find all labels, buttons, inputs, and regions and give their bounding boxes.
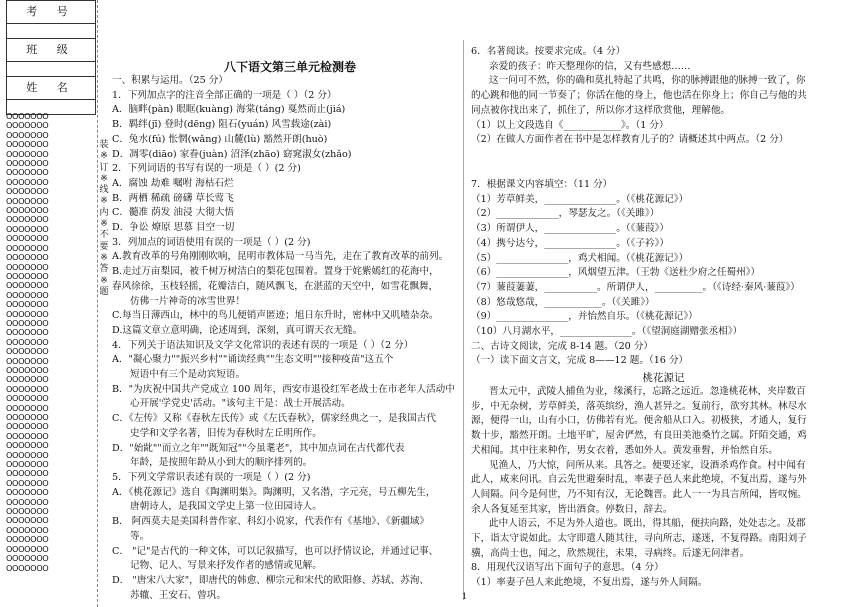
seal-circle-row: OOOOOOO: [6, 308, 49, 319]
binding-char: 订: [99, 162, 109, 173]
seal-circle-row: OOOOOOO: [6, 402, 49, 413]
seal-circle-row: OOOOOOO: [6, 120, 49, 131]
seal-circle-row: OOOOOOO: [6, 195, 49, 206]
question-line: 等。: [130, 530, 150, 542]
seal-circle-row: OOOOOOO: [6, 374, 49, 385]
binding-line: [97, 0, 98, 607]
binding-char: 答: [99, 264, 109, 275]
seal-circle-row: OOOOOOO: [6, 543, 49, 554]
question-line: （8）悠哉悠哉，____________。（《关雎》）: [471, 296, 655, 308]
question-line: 4．下列关于语法知识及文学文化常识的表述有误的一项是（ ）（2 分）: [112, 339, 414, 351]
seal-circle-row: OOOOOOO: [6, 364, 49, 375]
left-column: [112, 74, 462, 603]
seal-circle-row: OOOOOOO: [6, 355, 49, 366]
binding-char: ※: [100, 151, 108, 162]
question-line: D．"始龀""而立之年""既知冠""今虽耄老"，其中加点词在古代都代表: [112, 442, 405, 454]
class-field[interactable]: [7, 61, 95, 76]
binding-char: ※: [100, 173, 108, 184]
question-line: 短语中有三个是动宾短语。: [130, 369, 246, 381]
seal-circle-row: OOOOOOO: [6, 148, 49, 159]
column-divider: [463, 40, 464, 600]
passage-line: 见渔人，乃大惊，问所从来。具答之。便要还家，设酒杀鸡作食。村中闻有: [489, 459, 806, 471]
seal-circle-row: OOOOOOO: [6, 327, 49, 338]
question-line: （4）携兮达兮，_______________。（《子衿》）: [471, 237, 669, 249]
exam-number-label: 考 号: [7, 0, 95, 23]
binding-warning-text: [98, 140, 110, 298]
question-line: （1）芳草鲜美，_______________。（《桃花源记》）: [471, 193, 689, 205]
question-line: D.这篇文章立意明确，论述周到，深刻，真可谓天衣无缝。: [112, 324, 363, 336]
question-line: D．争讼 燎原 思慕 目空一切: [112, 222, 235, 234]
question-line: （10）八月湖水平，_______________。（《望洞庭湖赠张丞相》）: [471, 326, 743, 338]
seal-circle-column: [6, 112, 86, 573]
seal-circle-row: OOOOOOO: [6, 317, 49, 328]
seal-circle-row: OOOOOOO: [6, 336, 49, 347]
seal-circle-row: OOOOOOO: [6, 440, 49, 451]
seal-circle-row: OOOOOOO: [6, 233, 49, 244]
seal-circle-row: OOOOOOO: [6, 506, 49, 517]
seal-circle-row: OOOOOOO: [6, 270, 49, 281]
seal-circle-row: OOOOOOO: [6, 289, 49, 300]
question-line: B．两栖 稀疏 磅礴 草长莺飞: [112, 192, 234, 204]
question-line: B.走过万亩梨园，被千树万树洁白的梨花包围着。置身于姹紫嫣红的花海中，: [112, 266, 439, 278]
question-line: 心开展'学党史'活动。"该句主干是：战士开展活动。: [130, 398, 351, 410]
question-line: （6）_______________，风烟望五津。（王勃《送杜少府之任蜀州》）: [471, 267, 761, 279]
reading-question-6: [471, 45, 856, 148]
page-number: 1: [462, 592, 468, 601]
page-title: 八下语文第三单元检测卷: [223, 60, 356, 74]
question-line: C．兔水(fú) 怅惘(wǎng) 山麓(lù) 豁然开朗(huò): [112, 133, 328, 145]
question-line: 史学和文学名著，旧传为春秋时左丘明所作。: [130, 427, 322, 439]
binding-char: 题: [99, 286, 109, 297]
class-label: 班 级: [7, 38, 95, 61]
question-line: （7）蒹葭萋萋，___________。所谓伊人，__________。（《诗经·秦风·蒹葭》）: [471, 281, 800, 293]
question-line: 5．下列文学常识表述有误的一项是（ ）(2 分): [112, 471, 311, 483]
passage-line: 此中人语云，不足为外人道也。既出，得其船，便扶向路，处处志之。及郡: [489, 518, 806, 530]
passage-title: 桃花源记: [642, 372, 685, 384]
question-line: 亲爱的孩子：昨天整理你的信，又有些感想……: [489, 60, 691, 72]
seal-circle-row: OOOOOOO: [6, 534, 49, 545]
seal-circle-row: OOOOOOO: [6, 496, 49, 507]
passage-line: 源，便得一山，山有小口，仿佛若有光。便舍船从口入。初极狭，才通人，复行: [471, 415, 807, 427]
question-line: B． 阿西莫夫是美国科普作家、科幻小说家，代表作有《基地》、《新疆域》: [112, 516, 430, 528]
question-line: 2．下列词语的书写有误的一项是（ ）(2 分): [112, 163, 301, 175]
question-line: D．凋零(diāo) 家眷(juàn) 沼泽(zhāo) 窈窕淑女(zhǎo): [112, 148, 352, 160]
question-line: A．腐蚀 劫难 嘱咐 海枯石烂: [112, 177, 234, 189]
seal-circle-row: OOOOOOO: [6, 524, 49, 535]
seal-circle-row: OOOOOOO: [6, 553, 49, 564]
question-line: 1．下列加点字的注音全部正确的一项是（ ）（2 分）: [112, 89, 337, 101]
question-line: （2）_____________，琴瑟友之。（《关雎》）: [471, 208, 660, 220]
binding-char: ※: [100, 219, 108, 230]
binding-char: 线: [99, 185, 109, 196]
question-line: 6．名著阅读。按要求完成。（4 分）: [471, 46, 626, 57]
question-line: （9）_______________，并怡然自乐。（《桃花源记》）: [471, 311, 698, 323]
question-line: D． "唐宋八大家"，即唐代的韩愈、柳宗元和宋代的欧阳修、苏轼、苏洵、: [112, 574, 429, 586]
seal-circle-row: OOOOOOO: [6, 515, 49, 526]
passage-line: 犬相闻。其中往来种作，男女衣着，悉如外人。黄发垂髫，并怡然自乐。: [471, 444, 778, 456]
seal-circle-row: OOOOOOO: [6, 129, 49, 140]
exam-number-field[interactable]: [7, 23, 95, 38]
question-line: 仿佛一片神奇的冰雪世界！: [130, 295, 246, 307]
passage-line: 余人各复延至其家，皆出酒食。停数日，辞去。: [471, 503, 673, 515]
seal-circle-row: OOOOOOO: [6, 111, 49, 121]
seal-circle-row: OOOOOOO: [6, 176, 49, 187]
question-line: A．《桃花源记》选自《陶渊明集》。陶渊明，又名潜，字元亮，号五柳先生，: [112, 486, 436, 498]
passage-line: 晋太元中，武陵人捕鱼为业，缘溪行，忘路之远近。忽逢桃花林，夹岸数百: [489, 386, 806, 397]
question-line: 记物、记人、写景来抒发作者的感情或见解。: [130, 560, 322, 572]
seal-circle-row: OOOOOOO: [6, 280, 49, 291]
seal-circle-row: OOOOOOO: [6, 346, 49, 357]
question-line: 这一问可不然，你的确和莫扎特起了共鸣，你的脉搏跟他的脉搏一致了，你: [489, 75, 806, 87]
seal-circle-row: OOOOOOO: [6, 261, 49, 272]
seal-circle-row: OOOOOOO: [6, 562, 49, 573]
passage-line: 骥，高尚士也，闻之，欣然规往，未果，寻病终。后遂无问津者。: [471, 547, 750, 559]
question-line: 年龄，是按照年龄从小到大的顺序排列的。: [130, 457, 313, 469]
passage-line: 数十步，豁然开朗。土地平旷，屋舍俨然，有良田美池桑竹之属。阡陌交通，鸡: [471, 430, 807, 442]
passage-text: [471, 385, 856, 591]
question-line: A．"凝心聚力""振兴乡村""诵读经典""生态文明""接种疫苗"这五个: [112, 354, 394, 366]
question-line: 7．根据课文内容填空：（11 分）: [471, 179, 613, 190]
seal-circle-row: OOOOOOO: [6, 477, 49, 488]
question-line: （2）在做人方面作者在书中是怎样教育儿子的？请概述其中两点。（2 分）: [471, 134, 789, 146]
binding-char: 不: [99, 230, 109, 241]
binding-char: 内: [99, 207, 109, 218]
passage-line: 此人，咸来问讯。自云先世避秦时乱，率妻子邑人来此绝境，不复出焉，遂与外: [471, 474, 807, 486]
binding-char: ※: [100, 275, 108, 286]
seal-circle-row: OOOOOOO: [6, 223, 49, 234]
student-info-table: [6, 0, 96, 115]
passage-line: （1）率妻子邑人来此绝境，不复出焉，遂与外人间隔。: [471, 577, 708, 589]
question-line: （1）以上文段选自《____________》。（1 分）: [471, 119, 669, 131]
question-line: （3）所谓伊人，_______________。（《蒹葭》）: [471, 223, 669, 235]
seal-circle-row: OOOOOOO: [6, 412, 49, 422]
seal-circle-row: OOOOOOO: [6, 421, 49, 432]
seal-circle-row: OOOOOOO: [6, 299, 49, 310]
passage-line: 人间隔。问今是何世，乃不知有汉，无论魏晋。此人一一为具言所闻，皆叹惋。: [471, 488, 807, 500]
binding-char: 装: [99, 140, 109, 150]
question-line: C．髓准 荫发 油浸 大彻大悟: [112, 207, 235, 219]
passage-line: 8．用现代汉语写出下面句子的意思。（4 分）: [471, 562, 664, 574]
seal-circle-row: OOOOOOO: [6, 430, 49, 441]
binding-char: ※: [100, 196, 108, 207]
question-line: C.每当日薄西山，林中的鸟儿便销声匿迹；旭日东升时，密林中又叽喳杂杂。: [112, 310, 439, 322]
question-line: 的心跳和他的同一节奏了；你活在他的身上，他也活在你身上；你自己与他的共: [471, 90, 807, 102]
question-line: A.教育改革的号角刚刚吹响，昆明市教体局一马当先，走在了教育改革的前列。: [112, 251, 449, 263]
seal-circle-row: OOOOOOO: [6, 242, 49, 253]
question-line: 苏辙、王安石、曾巩。: [130, 589, 226, 601]
question-line: A．脑畔(pàn) 眼眶(kuàng) 海棠(táng) 戛然而止(jiá): [112, 104, 346, 116]
question-line: 二、古诗文阅读，完成 8-14 题。（20 分）: [471, 340, 654, 352]
question-line: 春风徐徐，玉枝轻摇，花瓣洁白，随风飘飞，在湛蓝的天空中，如雪花飘舞，: [112, 280, 439, 292]
question-line: C． "记"是古代的一种文体，可以记叙描写，也可以抒情议论，并通过记事、: [112, 545, 439, 557]
seal-circle-row: OOOOOOO: [6, 214, 49, 225]
seal-circle-row: OOOOOOO: [6, 252, 49, 263]
binding-char: 要: [99, 241, 109, 252]
question-line: 唐朝诗人，是我国文学史上第一位田园诗人。: [130, 501, 322, 513]
binding-char: ※: [100, 252, 108, 263]
passage-line: 步，中无杂树，芳草鲜美，落英缤纷，渔人甚异之。复前行，欲穷其林。林尽水: [471, 400, 807, 412]
seal-circle-row: OOOOOOO: [6, 186, 49, 197]
seal-circle-row: OOOOOOO: [6, 383, 49, 394]
question-line: B．羁绊(jī) 登时(dēng) 阻石(yuán) 风雪载途(zài): [112, 119, 332, 131]
seal-circle-row: OOOOOOO: [6, 139, 49, 150]
fill-in-question-7: [471, 178, 856, 369]
question-line: （一）读下面文言文，完成 8——12 题。（16 分）: [471, 355, 689, 367]
seal-circle-row: OOOOOOO: [6, 393, 49, 404]
question-line: 3．列加点的词语使用有误的一项是（ ）(2 分): [112, 236, 311, 248]
question-line: （5）_______________，鸡犬相闻。（《桃花源记》）: [471, 252, 689, 264]
question-line: C．《左传》又称《春秋左氏传》或《左氏春秋》，儒家经典之一，是我国古代: [112, 413, 436, 425]
seal-circle-row: OOOOOOO: [6, 158, 49, 169]
seal-circle-row: OOOOOOO: [6, 205, 49, 216]
question-line: 同点被你找出来了，抓住了，所以你才这样欣赏他，理解他。: [471, 104, 731, 116]
seal-circle-row: OOOOOOO: [6, 487, 49, 498]
seal-circle-row: OOOOOOO: [6, 459, 49, 470]
question-line: B．"为庆祝中国共产党成立 100 周年，西安市退役红军老战士在市老年人活动中: [112, 383, 455, 395]
seal-circle-row: OOOOOOO: [6, 468, 49, 479]
seal-circle-row: OOOOOOO: [6, 449, 49, 460]
name-label: 姓 名: [7, 76, 95, 99]
passage-line: 下，诣太守说如此。太守即遣人随其往，寻向所志，遂迷，不复得路。南阳刘子: [471, 533, 807, 545]
question-line: 一、积累与运用。（25 分）: [112, 75, 228, 86]
seal-circle-row: OOOOOOO: [6, 167, 49, 178]
